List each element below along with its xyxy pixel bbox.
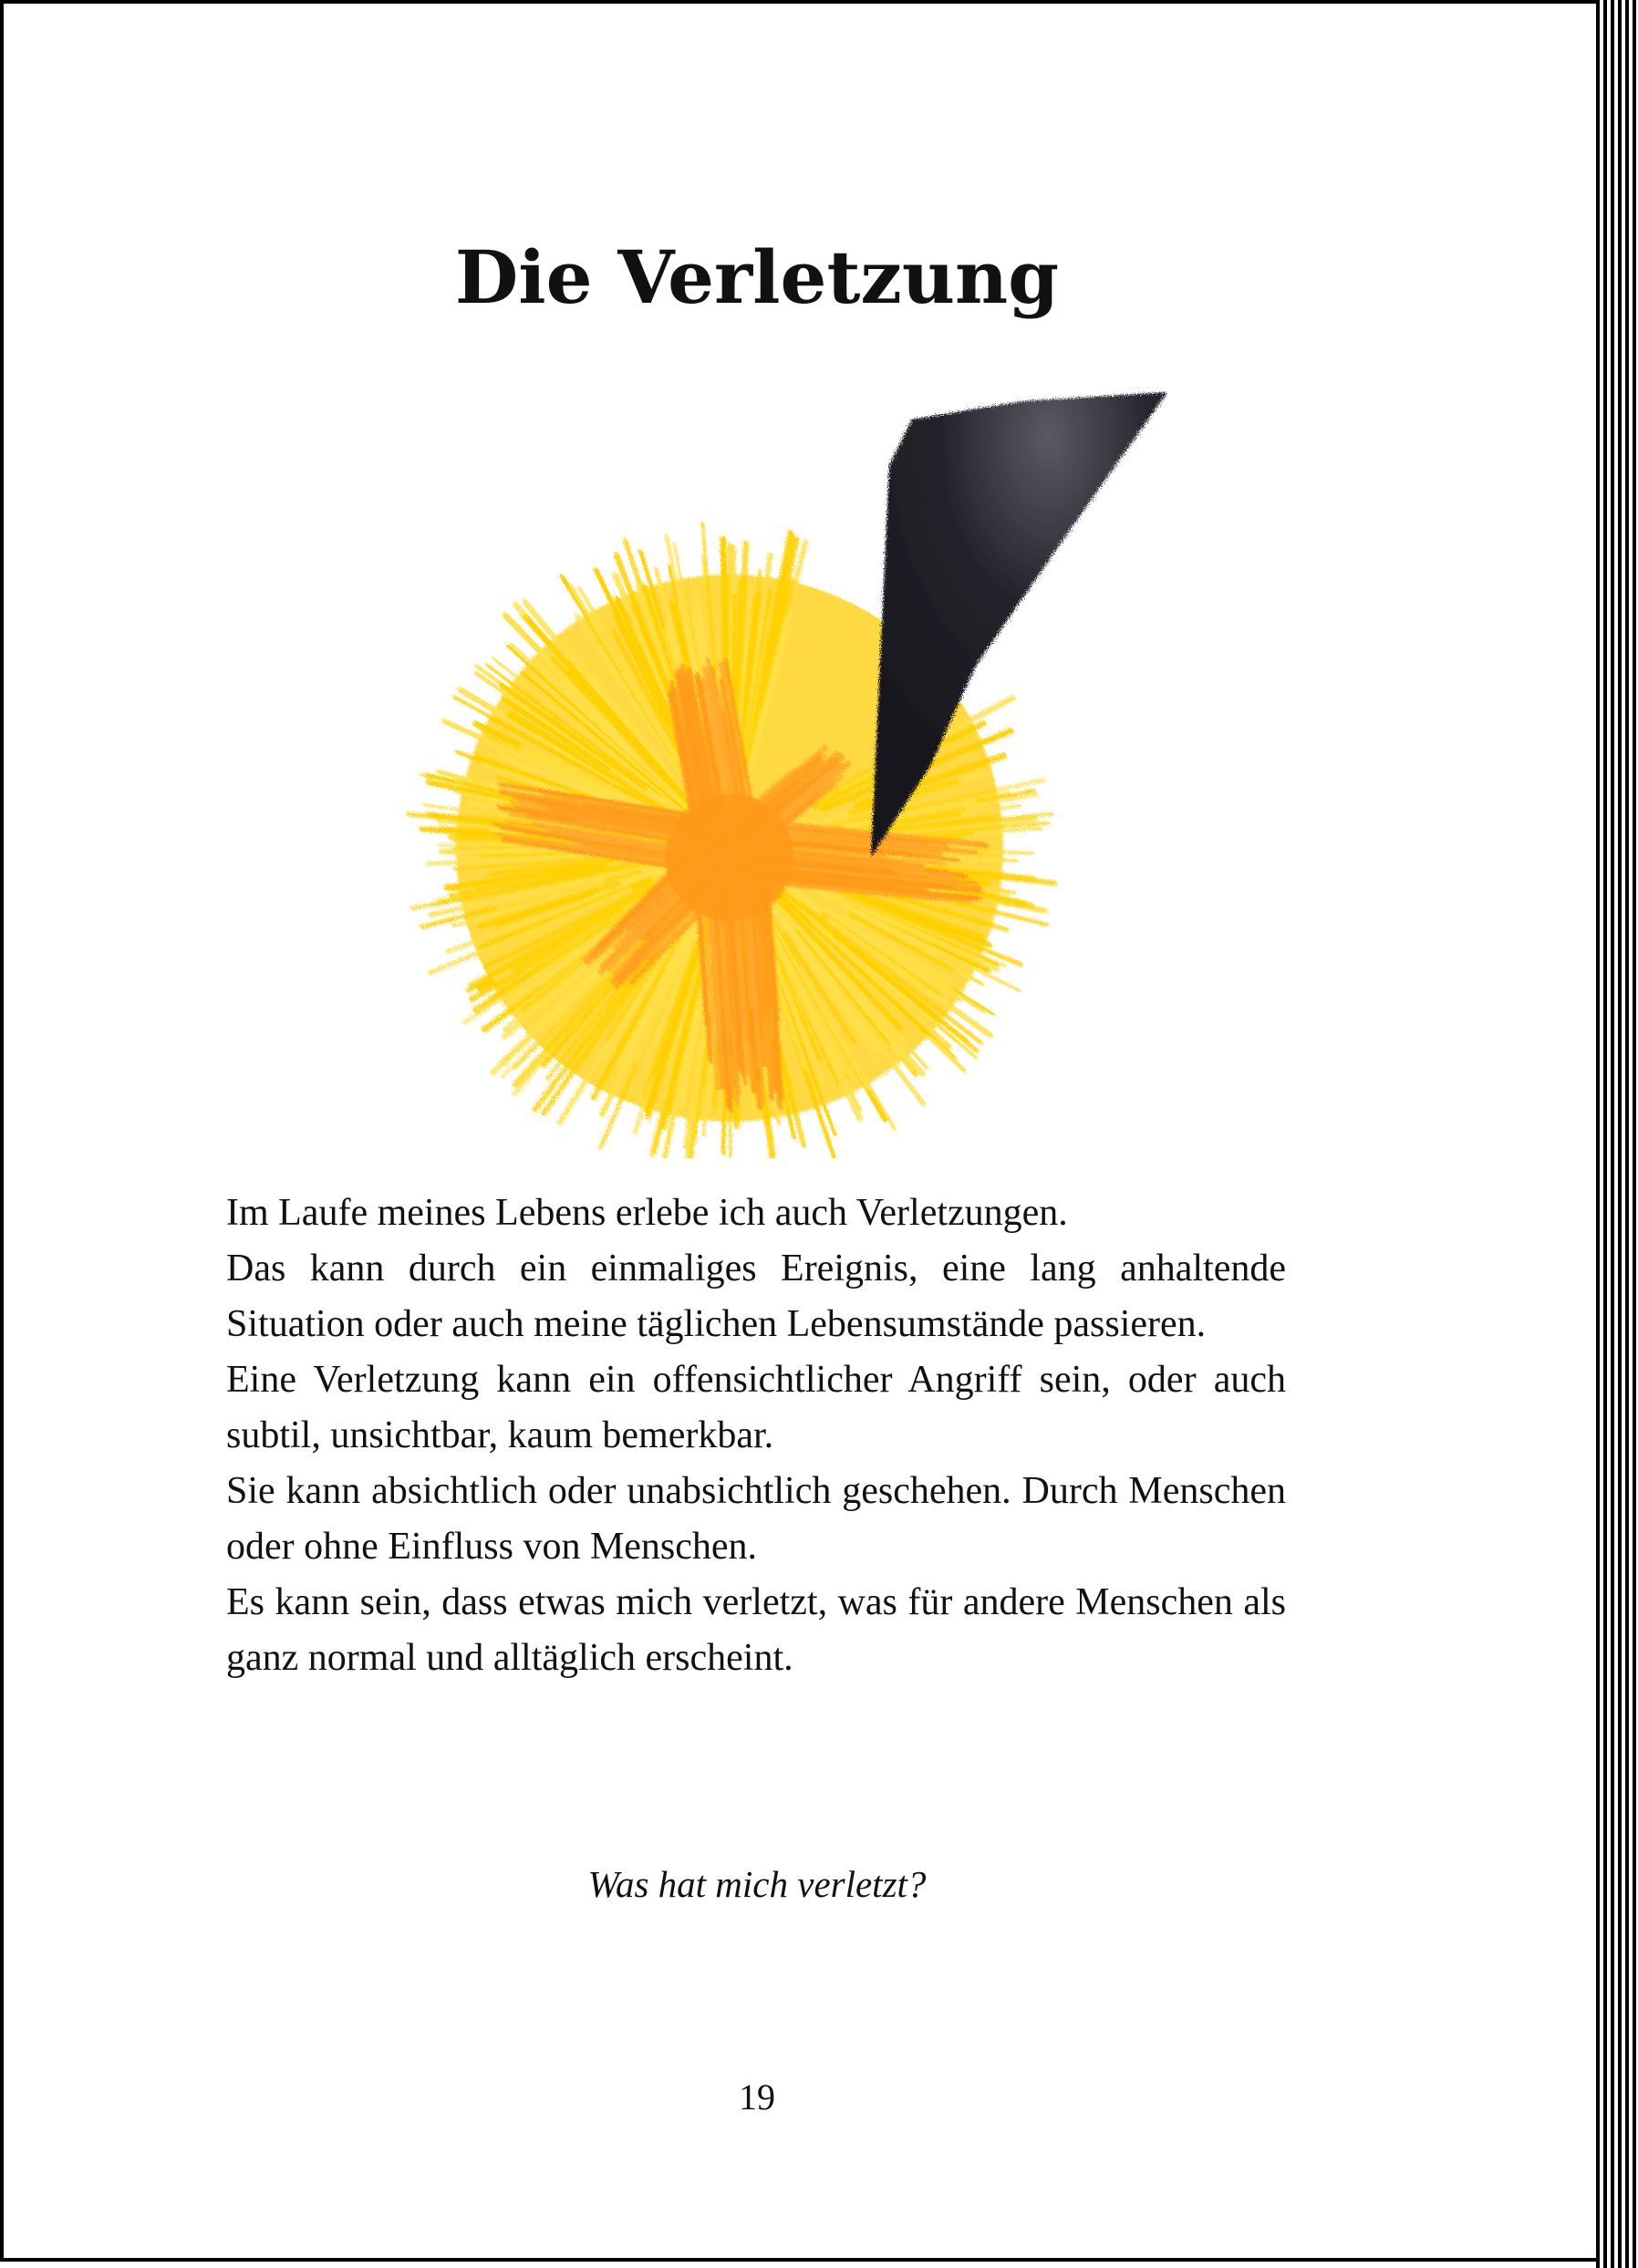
crayon-sun-with-black-wedge-icon <box>383 383 1167 1158</box>
paragraph-2: Das kann durch ein einmaliges Ereignis, eine lang anhaltende Situation oder auch meine täglichen Lebensumstände passieren. <box>226 1248 1286 1345</box>
paragraph-4: Sie kann absichtlich oder unabsichtlich geschehen. Durch Menschen oder ohne Einfluss von Menschen. <box>226 1470 1286 1568</box>
paragraph-3: Eine Verletzung kann ein offensichtlicher Angriff sein, oder auch subtil, unsichtbar, kaum bemerkbar. <box>226 1359 1286 1456</box>
paragraph-5: Es kann sein, dass etwas mich verletzt, was für andere Menschen als ganz normal und alltäglich erscheint. <box>226 1581 1286 1679</box>
page-edge-lines <box>1596 0 1638 2268</box>
black-wedge-shape <box>871 392 1167 857</box>
paragraph-1: Im Laufe meines Lebens erlebe ich auch Verletzungen. <box>226 1192 1068 1234</box>
page-number: 19 <box>739 2076 775 2118</box>
reflection-question: Was hat mich verletzt? <box>587 1863 927 1905</box>
page-title: Die Verletzung <box>454 234 1060 320</box>
body-text <box>226 1186 1286 1686</box>
